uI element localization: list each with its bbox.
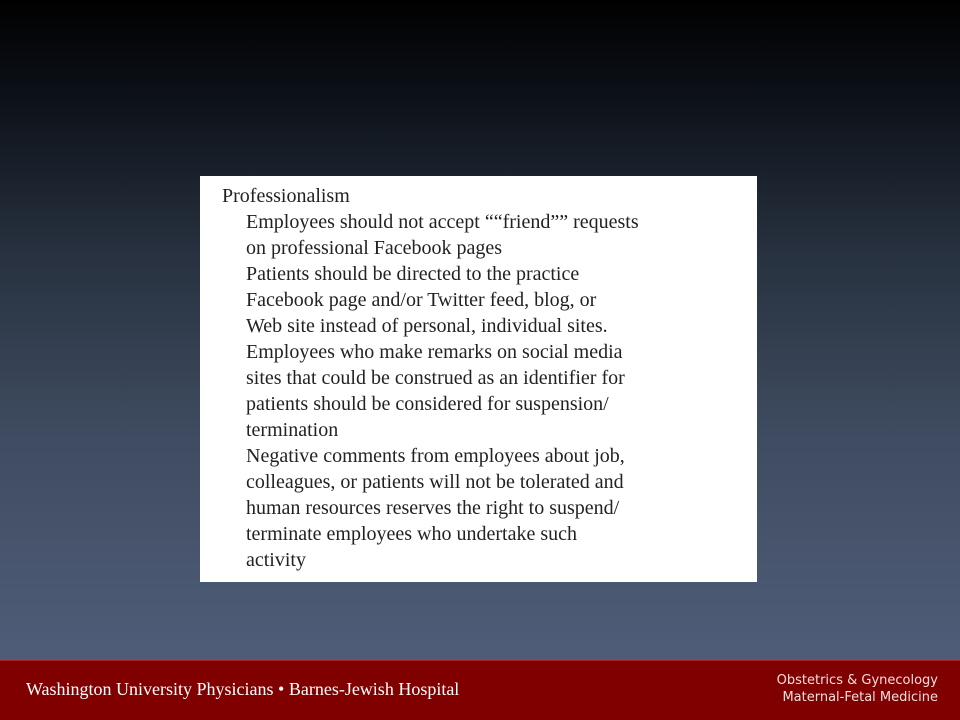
policy-line: Patients should be directed to the practice [246, 263, 580, 285]
policy-item-remarks [222, 339, 747, 443]
policy-line: on professional Facebook pages [246, 237, 503, 259]
policy-line: colleagues, or patients will not be tolerated and [246, 471, 624, 493]
footer-department [777, 672, 938, 706]
policy-item-negative-comments [222, 443, 747, 573]
policy-line: terminate employees who undertake such [246, 523, 577, 545]
policy-line: Employees should not accept ““friend”” requests [246, 211, 639, 233]
policy-line: activity [246, 549, 306, 571]
footer-department-line: Obstetrics & Gynecology [776, 673, 938, 688]
figure-content [222, 183, 747, 573]
professionalism-figure [200, 176, 757, 582]
footer-institution: Washington University Physicians • Barnes-Jewish Hospital [26, 679, 460, 699]
policy-line: termination [246, 419, 339, 441]
footer-division-line: Maternal-Fetal Medicine [782, 690, 938, 705]
policy-line: human resources reserves the right to suspend/ [246, 497, 620, 519]
policy-line: Employees who make remarks on social media [246, 341, 623, 363]
footer-bar [0, 660, 960, 720]
policy-line: sites that could be construed as an identifier for [246, 367, 625, 389]
policy-item-direct-patients [222, 261, 747, 339]
policy-line: patients should be considered for suspension/ [246, 393, 609, 415]
policy-line: Negative comments from employees about job, [246, 445, 625, 467]
policy-item-friend-requests [222, 209, 747, 261]
figure-heading: Professionalism [222, 185, 350, 207]
policy-line: Web site instead of personal, individual sites. [246, 315, 608, 337]
policy-line: Facebook page and/or Twitter feed, blog, or [246, 289, 597, 311]
